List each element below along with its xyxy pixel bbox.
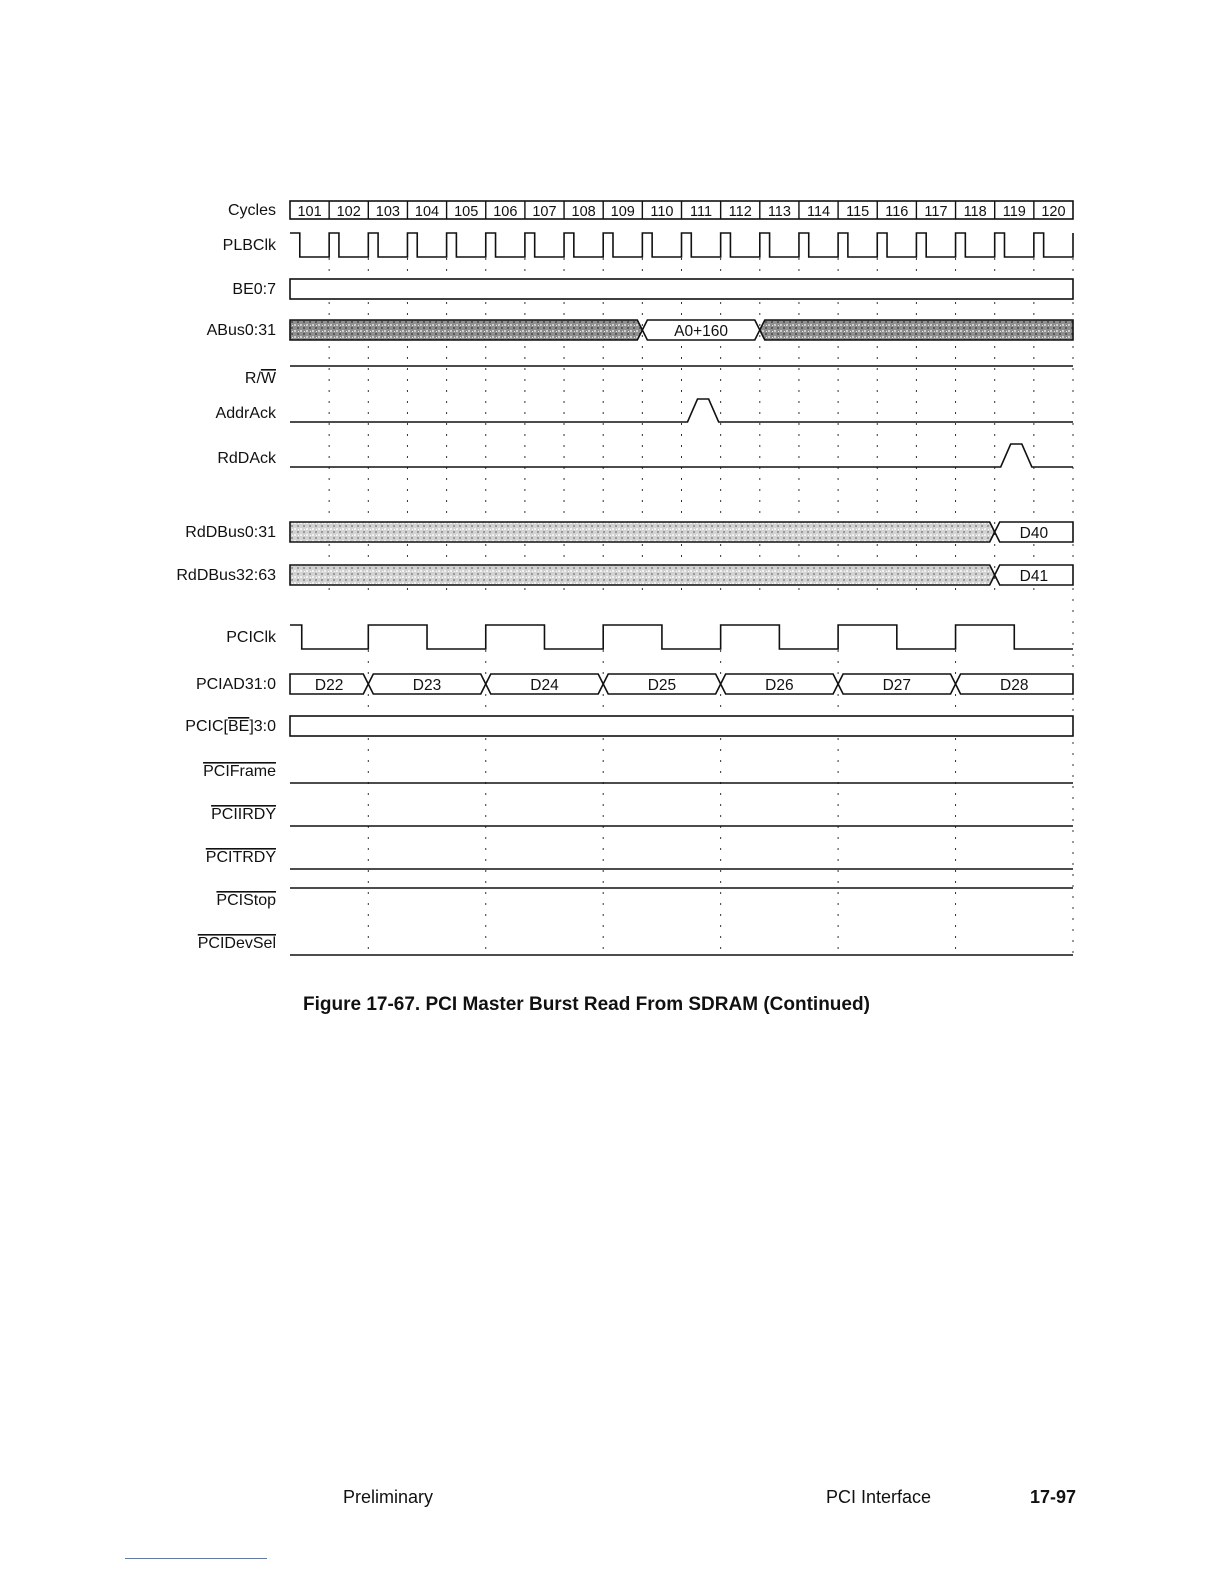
signal-label-pcistop: PCIStop — [216, 892, 276, 909]
cycle-number: 106 — [493, 204, 518, 220]
bus-value: D24 — [530, 677, 559, 694]
bus-segment — [290, 522, 995, 542]
bus-segment — [290, 565, 995, 585]
bus-segment — [760, 320, 1073, 340]
bus-box — [290, 279, 1073, 299]
signal-label-pcicbe: PCIC[BE]3:0 — [185, 718, 276, 735]
cycle-number: 117 — [924, 204, 948, 220]
cycle-number: 118 — [963, 204, 987, 220]
cycle-number: 120 — [1041, 204, 1066, 220]
plbclk-wave — [290, 233, 1073, 257]
signal-label-pcidevsel: PCIDevSel — [197, 935, 276, 952]
signal-label-rddbus32: RdDBus32:63 — [176, 567, 276, 584]
cycle-number: 107 — [532, 204, 557, 220]
pulse-wave — [290, 444, 1073, 467]
bus-value: D28 — [1000, 677, 1029, 694]
bus-value: D40 — [1019, 525, 1049, 542]
bus-value: D25 — [647, 677, 677, 694]
figure-caption: Figure 17-67. PCI Master Burst Read From SDRAM (Continued) — [303, 994, 870, 1015]
dashed-guides — [329, 258, 1073, 955]
bus-segment — [290, 320, 642, 340]
signal-label-pciad: PCIAD31:0 — [195, 676, 276, 693]
footer-section: PCI Interface — [826, 1487, 932, 1507]
signal-label-cycles: Cycles — [227, 202, 276, 219]
signal-label-rddack: RdDAck — [217, 450, 276, 467]
cycle-number: 116 — [885, 204, 909, 220]
cycle-number: 113 — [767, 204, 791, 220]
cycle-number: 112 — [728, 204, 752, 220]
signal-label-addrack: AddrAck — [215, 405, 276, 422]
bus-value: D27 — [882, 677, 912, 694]
footnote-rule — [125, 1558, 267, 1559]
cycle-number: 102 — [336, 204, 361, 220]
signal-label-pcitrdy: PCITRDY — [205, 849, 276, 866]
bus-value: D41 — [1019, 568, 1049, 585]
cycle-number: 101 — [297, 204, 322, 220]
signal-label-pciirdy: PCIIRDY — [211, 806, 276, 823]
bus-value: D26 — [765, 677, 794, 694]
bus-value: D23 — [412, 677, 442, 694]
cycle-number: 103 — [375, 204, 400, 220]
cycle-number: 119 — [1002, 204, 1026, 220]
signal-label-pciclk: PCIClk — [226, 629, 276, 646]
cycle-number: 111 — [690, 204, 713, 220]
signal-label-be: BE0:7 — [232, 281, 276, 298]
pciclk-wave — [290, 625, 1073, 649]
page-number: 17-97 — [1030, 1487, 1077, 1507]
cycle-number: 114 — [806, 204, 831, 220]
footer-preliminary: Preliminary — [343, 1487, 434, 1507]
cycle-number: 104 — [414, 204, 440, 220]
cycle-number: 115 — [846, 204, 870, 220]
signal-label-plbclk: PLBClk — [222, 237, 276, 254]
bus-value: A0+160 — [674, 323, 729, 340]
signal-label-rddbus0: RdDBus0:31 — [185, 524, 276, 541]
signal-labels — [176, 202, 277, 952]
bus-value: D22 — [314, 677, 344, 694]
cycle-number: 108 — [571, 204, 596, 220]
cycle-number: 105 — [454, 204, 479, 220]
cycle-number: 110 — [650, 204, 674, 220]
signal-label-abus: ABus0:31 — [206, 322, 276, 339]
signal-label-rw: R/W — [244, 370, 276, 387]
bus-box — [290, 716, 1073, 736]
signal-label-pciframe: PCIFrame — [203, 763, 276, 780]
cycle-number: 109 — [610, 204, 635, 220]
